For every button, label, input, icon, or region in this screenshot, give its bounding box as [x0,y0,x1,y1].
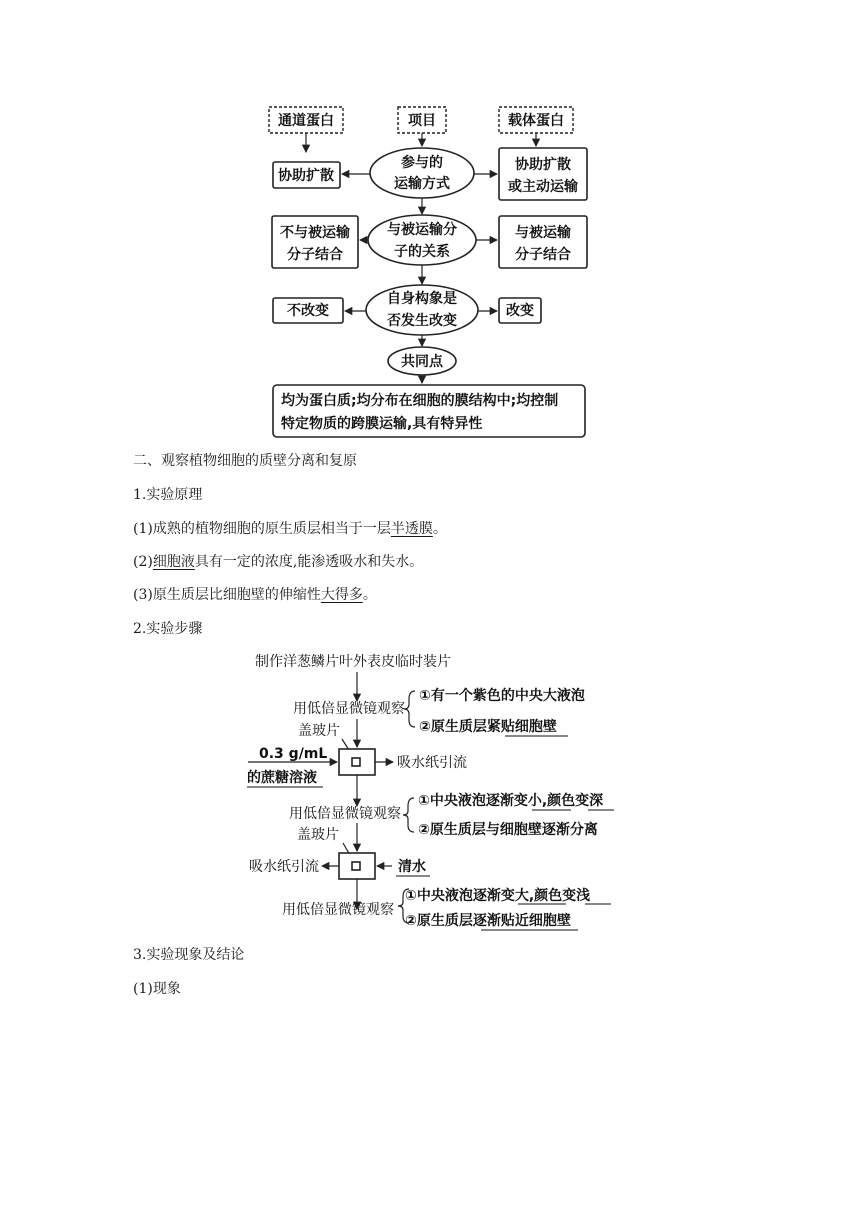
step-make-slide: 制作洋葱鳞片叶外表皮临时装片 [255,654,451,670]
p2-end: 具有一定的浓度,能渗透吸水和失水。 [194,554,424,570]
sample-square-2 [352,862,360,870]
absorb-2: 吸水纸引流 [249,859,319,875]
sucrose-line2: 的蔗糖溶液 [247,770,317,786]
common-points-line2: 特定物质的跨膜运输,具有特异性 [281,416,483,432]
sucrose-line1: 0.3 g/mL [259,746,328,762]
observe-2: 用低倍显微镜观察 [289,806,401,822]
absorb-1: 吸水纸引流 [397,755,467,771]
binding-relation-line1: 与被运输分 [387,222,457,238]
slide-box-2 [339,853,375,879]
results-heading: 3.实验现象及结论 [133,947,245,963]
coverslip-2: 盖玻片 [297,827,339,843]
binding-line1: 与被运输 [515,225,571,241]
principle-item-3 [133,586,377,604]
channel-protein-label: 通道蛋白 [278,113,334,129]
obs1-a: ①有一个紫色的中央大液泡 [419,688,585,704]
facilitated-or-active-line2: 或主动运输 [508,179,578,195]
no-change-label: 不改变 [287,303,329,319]
steps-heading: 2.实验步骤 [133,621,203,637]
p1-answer: 半透膜 [390,521,433,537]
section2-heading: 二、观察植物细胞的质壁分离和复原 [133,453,357,469]
facilitated-diffusion-label: 协助扩散 [278,168,334,184]
observe-1: 用低倍显微镜观察 [293,701,405,717]
p1-end: 。 [432,521,447,537]
p3-end: 。 [362,587,377,603]
p1-text: (1)成熟的植物细胞的原生质层相当于一层 [133,521,391,537]
common-points-label: 共同点 [401,354,443,370]
principle-item-1 [133,520,447,538]
change-label: 改变 [506,303,534,319]
obs3-b: ②原生质层逐渐贴近细胞壁 [405,913,571,929]
sample-square-1 [352,758,360,766]
item-label: 项目 [408,113,436,129]
protein-comparison-flowchart [0,0,860,450]
transport-mode-line2: 运输方式 [394,176,450,192]
not-binding-line2: 分子结合 [287,247,343,263]
facilitated-or-active-line1: 协助扩散 [515,157,571,173]
binding-line2: 分子结合 [515,247,571,263]
p3-answer: 大得多 [320,587,363,603]
obs2-b: ②原生质层与细胞壁逐渐分离 [418,822,598,838]
coverslip-1: 盖玻片 [298,723,340,739]
conformation-line2: 否发生改变 [387,313,457,329]
p2-answer: 细胞液 [152,554,195,570]
not-binding-line1: 不与被运输 [280,225,350,241]
obs3-a: ①中央液泡逐渐变大,颜色变浅 [405,888,591,904]
water-label: 清水 [398,859,426,875]
observe-3: 用低倍显微镜观察 [282,902,394,918]
p3-text: (3)原生质层比细胞壁的伸缩性 [133,587,321,603]
obs1-b: ②原生质层紧贴细胞壁 [419,719,557,735]
obs2-a: ①中央液泡逐渐变小,颜色变深 [418,793,604,809]
carrier-protein-label: 载体蛋白 [508,113,564,129]
p2-text: (2) [133,554,153,570]
conformation-line1: 自身构象是 [387,291,457,307]
transport-mode-line1: 参与的 [401,155,443,171]
principle-item-2 [133,553,423,571]
common-points-line1: 均为蛋白质;均分布在细胞的膜结构中;均控制 [281,393,559,409]
binding-relation-line2: 子的关系 [394,244,450,260]
phenomenon-heading: (1)现象 [133,981,181,997]
principle-heading: 1.实验原理 [133,487,203,503]
slide-box-1 [339,749,375,775]
